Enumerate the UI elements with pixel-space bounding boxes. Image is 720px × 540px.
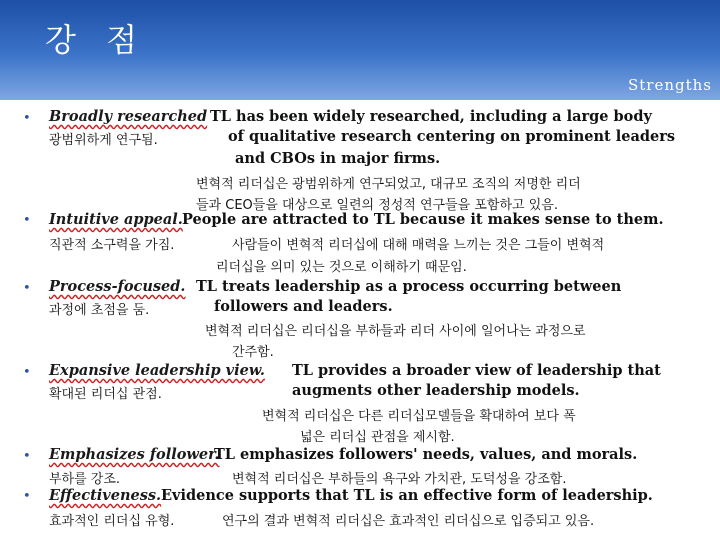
item-korean-line: 변혁적 리더십은 리더십을 부하들과 리더 사이에 일어나는 과정으로 <box>205 324 586 339</box>
item-english-line: People are attracted to TL because it makes sense to them. <box>182 211 664 228</box>
item-korean-label: 직관적 소구력을 가짐. <box>49 238 175 253</box>
item-korean-label: 부하를 강조. <box>49 472 121 487</box>
item-english-line: TL provides a broader view of leadership that <box>292 362 661 379</box>
item-korean-line: 변혁적 리더십은 부하들의 욕구와 가치관, 도덕성을 강조함. <box>232 472 567 487</box>
item-english-line: augments other leadership models. <box>292 382 580 399</box>
item-english-line: of qualitative research centering on prominent leaders <box>228 128 676 145</box>
item-english-line: and CBOs in major firms. <box>235 150 441 167</box>
bullet-icon: • <box>23 365 31 380</box>
bullet-icon: • <box>23 449 31 464</box>
slide-header <box>0 0 720 100</box>
bullet-icon: • <box>23 213 31 228</box>
bullet-icon: • <box>23 489 31 504</box>
item-english-line: TL emphasizes followers' needs, values, and morals. <box>214 446 638 463</box>
item-term: Process-focused. <box>49 278 186 295</box>
item-korean-line: 변혁적 리더십은 광범위하게 연구되었고, 대규모 조직의 저명한 리더 <box>196 177 581 192</box>
item-term: Emphasizes follower. <box>49 446 220 463</box>
bullet-icon: • <box>23 281 31 296</box>
item-korean-label: 효과적인 리더십 유형. <box>49 514 175 529</box>
item-korean-line: 들과 CEO들을 대상으로 일련의 정성적 연구들을 포함하고 있음. <box>196 198 558 213</box>
bullet-icon: • <box>23 111 31 126</box>
slide-title: 강 점 <box>45 21 147 59</box>
item-korean-label: 확대된 리더십 관점. <box>49 387 162 402</box>
item-korean-line: 리더십을 의미 있는 것으로 이해하기 때문임. <box>216 260 467 275</box>
item-english-line: TL treats leadership as a process occurring between <box>196 278 622 295</box>
item-korean-line: 연구의 결과 변혁적 리더십은 효과적인 리더십으로 입증되고 있음. <box>222 514 595 529</box>
slide-subtitle: Strengths <box>628 76 712 94</box>
item-korean-label: 과정에 초점을 둠. <box>49 303 150 318</box>
item-english-line: Evidence supports that TL is an effective form of leadership. <box>161 487 653 504</box>
item-korean-line: 변혁적 리더십은 다른 리더십모델들을 확대하여 보다 폭 <box>262 409 576 424</box>
item-term: Expansive leadership view. <box>49 362 265 379</box>
item-korean-line: 넓은 리더십 관점을 제시함. <box>300 430 455 445</box>
item-korean-label: 광범위하게 연구됨. <box>49 133 158 148</box>
item-english-line: followers and leaders. <box>214 298 393 315</box>
item-term: Broadly researched <box>49 108 208 125</box>
item-english-line: TL has been widely researched, including a large body <box>210 108 652 125</box>
item-korean-line: 간주함. <box>232 345 274 360</box>
item-korean-line: 사람들이 변혁적 리더십에 대해 매력을 느끼는 것은 그들이 변혁적 <box>232 238 605 253</box>
item-term: Intuitive appeal. <box>49 211 183 228</box>
item-term: Effectiveness. <box>49 487 162 504</box>
